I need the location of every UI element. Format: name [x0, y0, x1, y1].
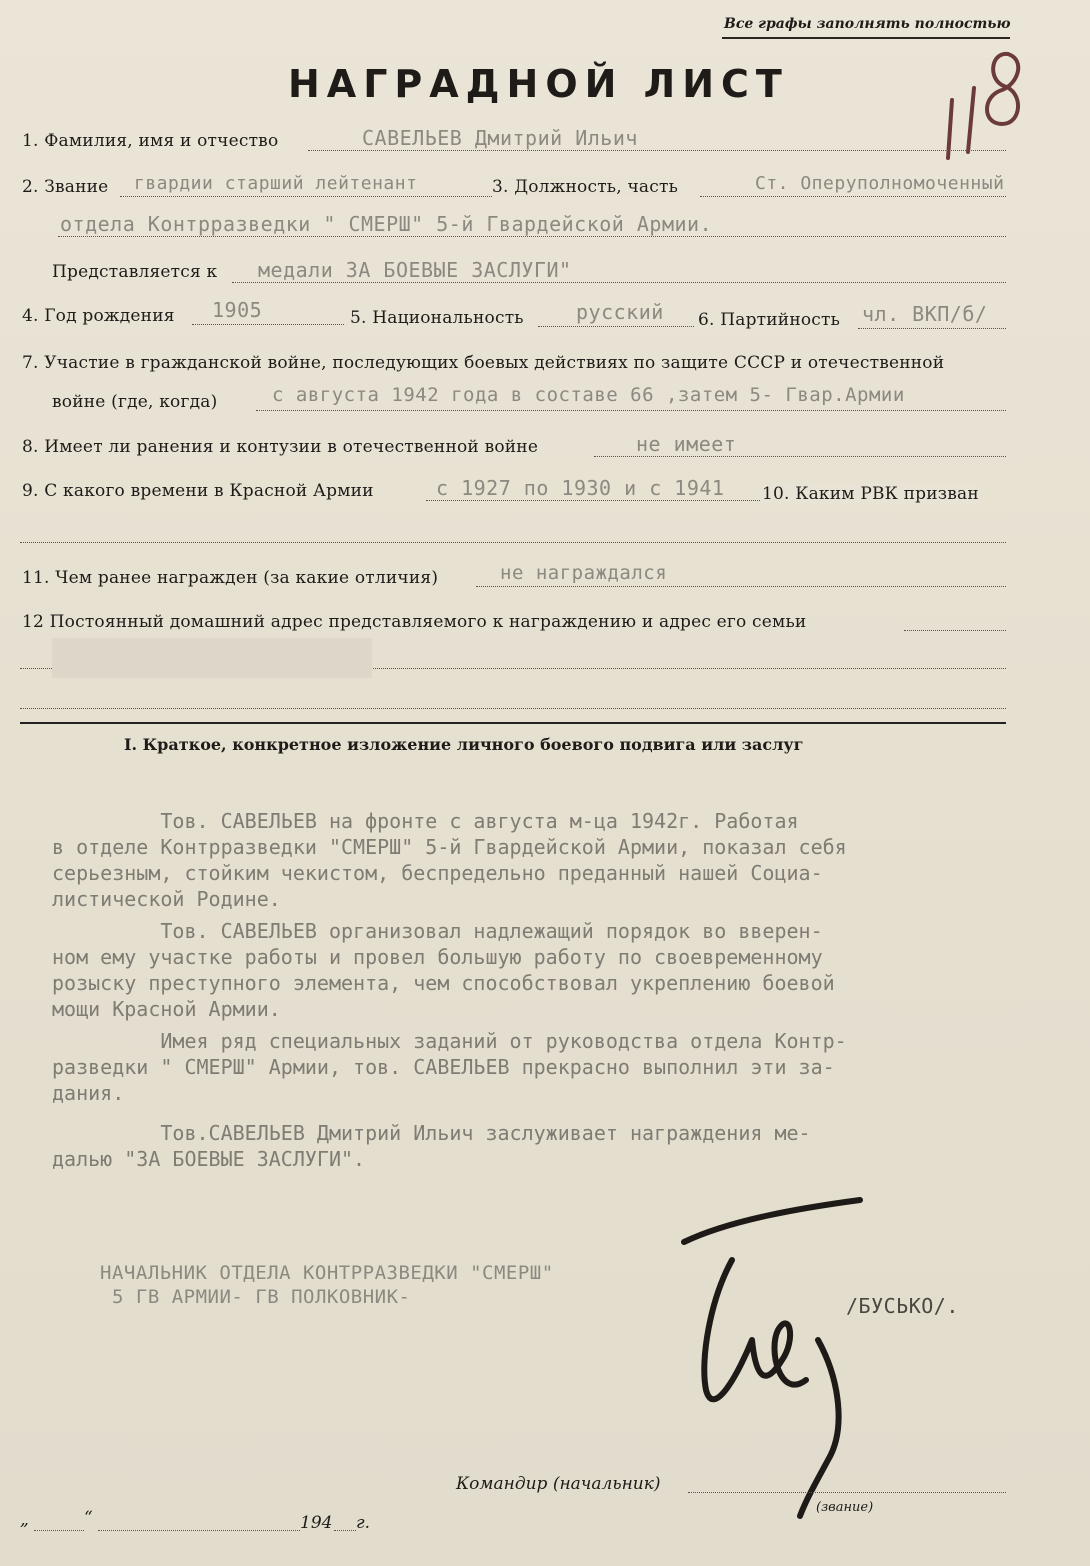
field-12-line-3: [20, 708, 1006, 709]
page-title: НАГРАДНОЙ ЛИСТ: [288, 62, 789, 106]
redacted-address: [52, 638, 372, 678]
field-1-value: САВЕЛЬЕВ Дмитрий Ильич: [362, 126, 638, 150]
field-4-value: 1905: [212, 298, 263, 322]
date-quote-open: „: [20, 1510, 29, 1530]
section-heading: I. Краткое, конкретное изложение личного боевого подвига или заслуг: [124, 735, 804, 754]
field-7-label-cont: войне (где, когда): [52, 392, 218, 412]
field-2-label: 2. Звание: [22, 177, 109, 197]
field-8-label: 8. Имеет ли ранения и контузии в отечественной войне: [22, 437, 539, 457]
year-suffix: г.: [356, 1513, 370, 1533]
date-day-line: [34, 1530, 84, 1531]
paragraph-2: Тов. САВЕЛЬЕВ организовал надлежащий порядок во вверен- ном ему участке работы и провел большую работу по своевременному розыску преступного элемента, чем способствовал укреплению боевой мощи Красной Армии.: [52, 919, 835, 1021]
field-11-label: 11. Чем ранее награжден (за какие отличия): [22, 568, 439, 588]
field-9-value: с 1927 по 1930 и с 1941: [436, 476, 725, 500]
fill-all-fields-note: Все графы заполнять полностью: [724, 16, 1011, 32]
field-4-line: [192, 324, 344, 325]
field-7-label: 7. Участие в гражданской войне, последующих боевых действиях по защите СССР и отечественной: [22, 353, 945, 373]
field-3-value-cont: отдела Контрразведки " СМЕРШ" 5-й Гвардейской Армии.: [60, 212, 713, 236]
field-5-line: [538, 326, 694, 327]
field-1-label: 1. Фамилия, имя и отчество: [22, 131, 279, 151]
field-11-value: не награждался: [500, 562, 668, 584]
field-8-line: [594, 456, 1006, 457]
field-3-label: 3. Должность, часть: [492, 177, 682, 197]
year-label: 194: [300, 1513, 333, 1533]
signer-position-line-1: НАЧАЛЬНИК ОТДЕЛА КОНТРРАЗВЕДКИ "СМЕРШ": [100, 1262, 554, 1284]
presented-value: медали ЗА БОЕВЫЕ ЗАСЛУГИ": [258, 258, 572, 282]
date-quote-close: “: [84, 1508, 93, 1528]
field-7-line: [256, 410, 1006, 411]
top-note-underline: [722, 37, 1010, 39]
presented-label: Представляется к: [52, 262, 218, 282]
field-1-line: [308, 150, 1006, 151]
field-5-value: русский: [576, 300, 664, 324]
rank-label: (звание): [816, 1500, 874, 1515]
paragraph-1: Тов. САВЕЛЬЕВ на фронте с августа м-ца 1942г. Работая в отделе Контрразведки "СМЕРШ" 5-й Гвардейской Армии, показал себя серьезным, стойким чекистом, беспредельно преданный нашей Социа- листической Родине.: [52, 809, 847, 911]
signer-position-line-2: 5 ГВ АРМИИ- ГВ ПОЛКОВНИК-: [112, 1286, 411, 1308]
field-3-value: Ст. Оперуполномоченный: [755, 173, 1005, 194]
field-9-line: [426, 500, 760, 501]
field-7-value: с августа 1942 года в составе 66 ,затем 5- Гвар.Армии: [272, 384, 905, 406]
field-12-label: 12 Постоянный домашний адрес представляемого к награждению и адрес его семьи: [22, 612, 807, 632]
field-2-value: гвардии старший лейтенант: [134, 173, 418, 194]
field-10-line: [20, 542, 1006, 543]
field-3-line: [700, 196, 1006, 197]
field-8-value: не имеет: [636, 432, 737, 456]
presented-line: [232, 282, 1006, 283]
field-3-line-2: [58, 236, 1006, 237]
paragraph-4: Тов.САВЕЛЬЕВ Дмитрий Ильич заслуживает награждения ме- далью "ЗА БОЕВЫЕ ЗАСЛУГИ".: [52, 1121, 811, 1171]
field-6-line: [858, 328, 1006, 329]
field-5-label: 5. Национальность: [350, 308, 524, 328]
section-divider: [20, 722, 1006, 724]
paragraph-3: Имея ряд специальных заданий от руководства отдела Контр- разведки " СМЕРШ" Армии, тов. САВЕЛЬЕВ прекрасно выполнил эти за- дания.: [52, 1029, 847, 1105]
date-year-line: [334, 1530, 356, 1531]
field-9-label: 9. С какого времени в Красной Армии: [22, 481, 374, 501]
handwritten-signature: [670, 1190, 870, 1520]
field-2-line: [120, 196, 492, 197]
field-4-label: 4. Год рождения: [22, 306, 175, 326]
date-month-line: [98, 1530, 300, 1531]
commander-label: Командир (начальник): [456, 1474, 661, 1494]
field-10-label: 10. Каким РВК призван: [762, 484, 979, 504]
signer-name: /БУСЬКО/.: [846, 1294, 959, 1318]
field-6-label: 6. Партийность: [698, 310, 841, 330]
commander-line: [688, 1492, 1006, 1493]
field-12-line: [904, 630, 1006, 631]
field-11-line: [476, 586, 1006, 587]
field-6-value: чл. ВКП/б/: [862, 302, 988, 326]
